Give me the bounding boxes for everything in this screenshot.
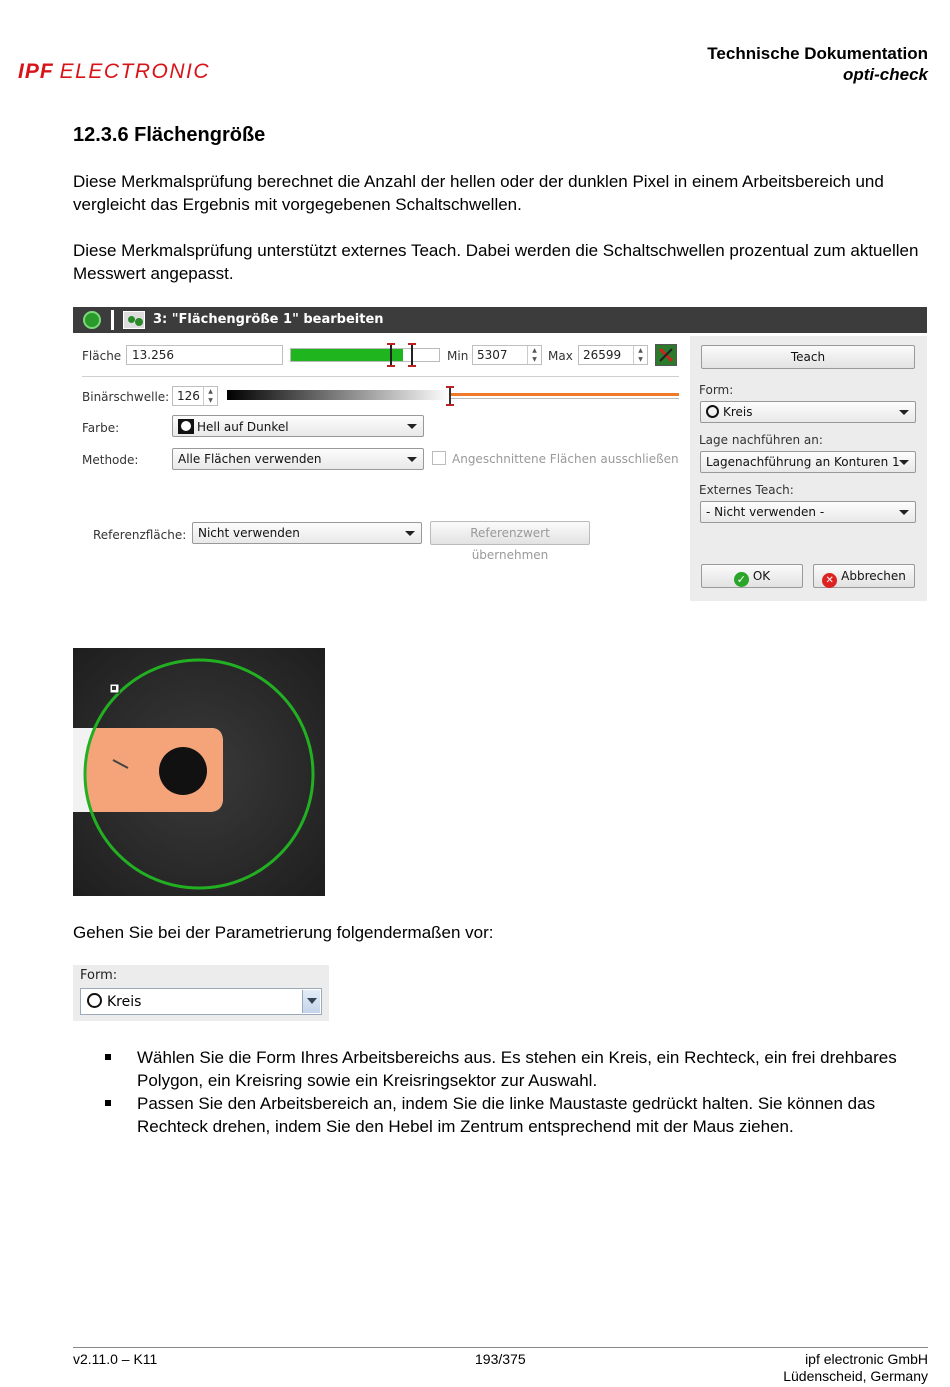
binaer-spinbox[interactable] <box>172 386 218 406</box>
cancel-icon: ✕ <box>822 573 837 588</box>
paragraph-1: Diese Merkmalsprüfung berechnet die Anzahl der hellen oder der dunklen Pixel in einem Arbeitsbereich und vergleicht das Ergebnis mit vorgegebenen Schaltschwellen. <box>73 172 884 214</box>
min-label: Min <box>447 349 469 363</box>
extern-value: - Nicht verwenden - <box>706 505 825 519</box>
chevron-down-icon <box>407 457 417 462</box>
apply-reference-button[interactable]: Referenzwert übernehmen <box>430 521 590 545</box>
form-widget-label: Form: <box>80 968 118 983</box>
chevron-down-icon <box>405 531 415 536</box>
section-heading: 12.3.6 Flächengröße <box>73 124 266 146</box>
right-panel <box>690 336 927 601</box>
binaer-value: 126 <box>177 389 200 403</box>
ok-button[interactable] <box>701 564 803 588</box>
logo-electronic: ELECTRONIC <box>59 60 211 83</box>
methode-label: Methode: <box>82 453 139 467</box>
footer-company-name: ipf electronic GmbH <box>805 1351 928 1367</box>
lage-dropdown[interactable] <box>700 451 916 473</box>
lage-label: Lage nachführen an: <box>699 433 823 447</box>
form-widget-snippet <box>73 965 329 1021</box>
list-item: Wählen Sie die Form Ihres Arbeitsbereichs aus. Es stehen ein Kreis, ein Rechteck, ein frei drehbares Polygon, ein Kreisring sowie ein Kreisringsektor zur Auswahl. <box>105 1046 925 1092</box>
referenz-value: Nicht verwenden <box>198 526 300 540</box>
footer-page-number: 193/375 <box>475 1351 526 1367</box>
footer-location: Lüdenscheid, Germany <box>783 1368 928 1384</box>
light-on-dark-icon <box>178 419 194 434</box>
paragraph-2: Diese Merkmalsprüfung unterstützt externes Teach. Dabei werden die Schaltschwellen prozentual zum aktuellen Messwert angepasst. <box>73 241 919 283</box>
form-widget-value: Kreis <box>107 994 142 1010</box>
dialog-title: 3: "Flächengröße 1" bearbeiten <box>153 312 384 327</box>
max-spinbox[interactable] <box>578 345 648 365</box>
dialog-title-bar <box>73 307 927 333</box>
extern-dropdown[interactable] <box>700 501 916 523</box>
logo-ipf: IPF <box>18 60 54 83</box>
exclude-cut-areas-checkbox[interactable] <box>432 451 446 465</box>
binaer-spin-arrows[interactable]: ▲ ▼ <box>203 387 217 405</box>
camera-image <box>73 648 325 896</box>
binaer-label: Binärschwelle: <box>82 390 170 404</box>
company-logo <box>18 60 210 84</box>
farbe-dropdown[interactable] <box>172 415 424 437</box>
title-separator <box>111 310 114 330</box>
circle-icon <box>87 993 102 1008</box>
min-spin-arrows[interactable]: ▲ ▼ <box>527 346 541 364</box>
status-icon <box>83 311 101 329</box>
threshold-gradient-bar <box>227 390 451 400</box>
max-spin-arrows[interactable]: ▲ ▼ <box>633 346 647 364</box>
footer-divider <box>73 1347 928 1348</box>
circle-icon <box>706 405 719 418</box>
form-label: Form: <box>699 383 734 397</box>
farbe-label: Farbe: <box>82 421 120 435</box>
farbe-value: Hell auf Dunkel <box>197 420 289 434</box>
chevron-down-icon <box>407 424 417 429</box>
lage-value: Lagenachführung an Konturen 1 <box>706 455 900 469</box>
flaeche-value-field: 13.256 <box>126 345 283 365</box>
chevron-down-icon <box>899 510 909 515</box>
threshold-slider-handle[interactable] <box>444 384 456 408</box>
threshold-markers <box>383 341 423 369</box>
camera-image-drawing <box>73 648 325 896</box>
methode-value: Alle Flächen verwenden <box>178 452 322 466</box>
form-value: Kreis <box>723 405 753 419</box>
exclude-cut-areas-label: Angeschnittene Flächen ausschließen <box>452 452 679 466</box>
form-widget-dropdown[interactable] <box>80 988 322 1015</box>
min-spinbox[interactable] <box>472 345 542 365</box>
ok-label: OK <box>752 569 771 583</box>
teach-button[interactable]: Teach <box>701 345 915 369</box>
doc-title: Technische Dokumentation <box>707 44 928 63</box>
product-name: opti-check <box>842 65 928 84</box>
instruction-list <box>105 1046 925 1138</box>
threshold-track <box>451 398 679 399</box>
list-item: Passen Sie den Arbeitsbereich an, indem Sie die linke Maustaste gedrückt halten. Sie können das Rechteck drehen, indem Sie den Hebel im Zentrum entsprechend mit der Maus ziehen. <box>105 1092 925 1138</box>
cancel-button[interactable] <box>813 564 915 588</box>
chevron-down-icon <box>899 460 909 465</box>
document-header <box>707 43 928 85</box>
max-label: Max <box>548 349 573 363</box>
instruction-text: Gehen Sie bei der Parametrierung folgendermaßen vor: <box>73 923 494 942</box>
max-marker[interactable] <box>408 343 416 367</box>
area-feature-icon <box>123 311 145 329</box>
chevron-down-icon <box>899 410 909 415</box>
extern-label: Externes Teach: <box>699 483 794 497</box>
edit-dialog <box>73 307 927 601</box>
result-indicator-icon[interactable] <box>655 344 677 366</box>
check-icon: ✓ <box>734 572 749 587</box>
max-value: 26599 <box>583 348 622 362</box>
methode-dropdown[interactable] <box>172 448 424 470</box>
form-dropdown[interactable] <box>700 401 916 423</box>
cancel-label: Abbrechen <box>841 569 906 583</box>
referenz-dropdown[interactable] <box>192 522 422 544</box>
referenz-label: Referenzfläche: <box>93 528 187 542</box>
flaeche-label: Fläche <box>82 349 122 363</box>
min-value: 5307 <box>477 348 508 362</box>
footer-company <box>783 1351 928 1385</box>
chevron-down-icon[interactable] <box>302 990 320 1013</box>
min-marker[interactable] <box>387 343 395 367</box>
threshold-active-line <box>449 393 679 396</box>
section-divider <box>82 376 679 377</box>
footer-version: v2.11.0 – K11 <box>73 1351 158 1367</box>
